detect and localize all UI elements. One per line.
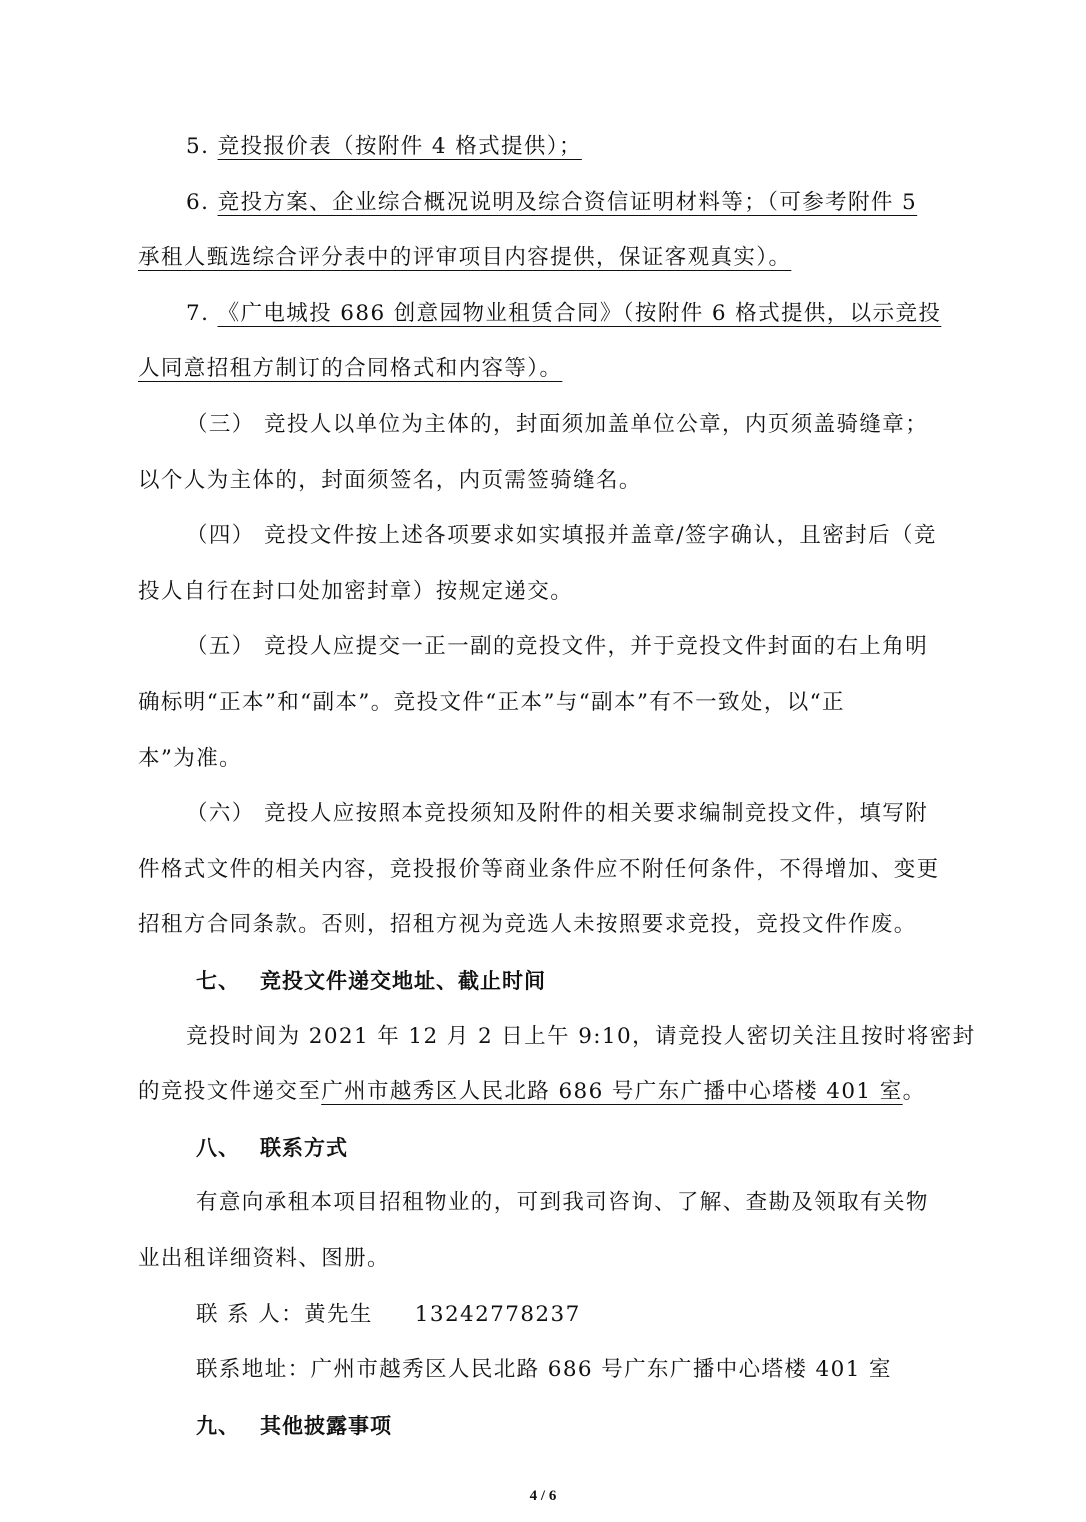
- clause-text: 件格式文件的相关内容，竞投报价等商业条件应不附任何条件，不得增加、变更: [138, 857, 940, 882]
- clause-text: 确标明“正本”和“副本”。竞投文件“正本”与“副本”有不一致处，以“正: [138, 690, 845, 715]
- contact-name: 黄先生: [304, 1302, 373, 1327]
- section-number: 八、: [196, 1136, 240, 1160]
- item-number: 5.: [186, 134, 210, 159]
- clause-label: （六）: [186, 801, 255, 826]
- address-text: 广州市越秀区人民北路 686 号广东广播中心塔楼 401 室: [310, 1357, 892, 1382]
- paragraph-text: 竞投时间为 2021 年 12 月 2 日上午 9:10，请竞投人密切关注且按时将密封: [186, 1024, 976, 1049]
- section-9-heading: [196, 1411, 1018, 1441]
- item-text: 《广电城投 686 创意园物业租赁合同》（按附件 6 格式提供，以示竞投: [217, 301, 942, 326]
- contact-phone: 13242778237: [414, 1302, 581, 1327]
- item-text: 人同意招租方制订的合同格式和内容等）。: [138, 356, 563, 381]
- contact-address: [196, 1355, 1018, 1385]
- section-7-paragraph-continued: [138, 1077, 960, 1107]
- page-number: 4 / 6: [529, 1488, 557, 1504]
- clause-5: [186, 632, 1008, 662]
- paragraph-text: 业出租详细资料、图册。: [138, 1246, 390, 1271]
- clause-text: 竞投文件按上述各项要求如实填报并盖章/签字确认，且密封后（竞: [264, 523, 937, 548]
- paragraph-text: 有意向承租本项目招租物业的，可到我司咨询、了解、查勘及领取有关物: [196, 1190, 929, 1215]
- list-item-6-continued: [138, 243, 960, 273]
- contact-person: [196, 1300, 1018, 1330]
- clause-text: 投人自行在封口处加密封章）按规定递交。: [138, 579, 574, 604]
- clause-4: [186, 521, 1008, 551]
- clause-4-continued: [138, 577, 960, 607]
- clause-label: （三）: [186, 412, 255, 437]
- section-8-paragraph-continued: [138, 1244, 960, 1274]
- clause-label: （五）: [186, 634, 255, 659]
- submission-address: 广州市越秀区人民北路 686 号广东广播中心塔楼 401 室: [321, 1079, 903, 1104]
- section-8-paragraph: [196, 1188, 1018, 1218]
- list-item-7-continued: [138, 354, 960, 384]
- clause-text: 竞投人应提交一正一副的竞投文件，并于竞投文件封面的右上角明: [264, 634, 929, 659]
- clause-text: 本”为准。: [138, 746, 242, 771]
- clause-3: [186, 410, 1008, 440]
- section-number: 七、: [196, 969, 240, 993]
- section-title: 竞投文件递交地址、截止时间: [260, 969, 546, 993]
- clause-3-continued: [138, 466, 960, 496]
- clause-6-continued: [138, 855, 960, 885]
- clause-5-continued: [138, 688, 960, 718]
- item-text: 承租人甄选综合评分表中的评审项目内容提供，保证客观真实）。: [138, 245, 792, 270]
- address-label: 联系地址：: [196, 1357, 311, 1382]
- clause-text: 竞投人以单位为主体的，封面须加盖单位公章，内页须盖骑缝章；: [264, 412, 929, 437]
- contact-label: 联 系 人：: [196, 1302, 305, 1327]
- section-7-paragraph: [186, 1022, 1008, 1052]
- section-8-heading: [196, 1133, 1018, 1163]
- clause-6-continued-2: [138, 910, 960, 940]
- list-item-6: [186, 188, 960, 218]
- item-number: 7.: [186, 301, 210, 326]
- clause-label: （四）: [186, 523, 255, 548]
- paragraph-text: 的竞投文件递交至: [138, 1079, 322, 1104]
- list-item-5: [186, 132, 1008, 162]
- item-number: 6.: [186, 190, 210, 215]
- section-number: 九、: [196, 1414, 240, 1438]
- item-text: 竞投报价表（按附件 4 格式提供）；: [217, 134, 582, 159]
- section-title: 联系方式: [260, 1136, 348, 1160]
- section-title: 其他披露事项: [260, 1414, 392, 1438]
- clause-5-continued-2: [138, 744, 960, 774]
- section-7-heading: [196, 966, 1018, 996]
- clause-text: 以个人为主体的，封面须签名，内页需签骑缝名。: [138, 468, 642, 493]
- clause-6: [186, 799, 1008, 829]
- clause-text: 招租方合同条款。否则，招租方视为竞选人未按照要求竞投，竞投文件作废。: [138, 912, 917, 937]
- paragraph-text: 。: [902, 1079, 926, 1104]
- item-text: 竞投方案、企业综合概况说明及综合资信证明材料等；（可参考附件 5: [217, 190, 918, 215]
- list-item-7: [186, 299, 1008, 329]
- clause-text: 竞投人应按照本竞投须知及附件的相关要求编制竞投文件，填写附: [264, 801, 929, 826]
